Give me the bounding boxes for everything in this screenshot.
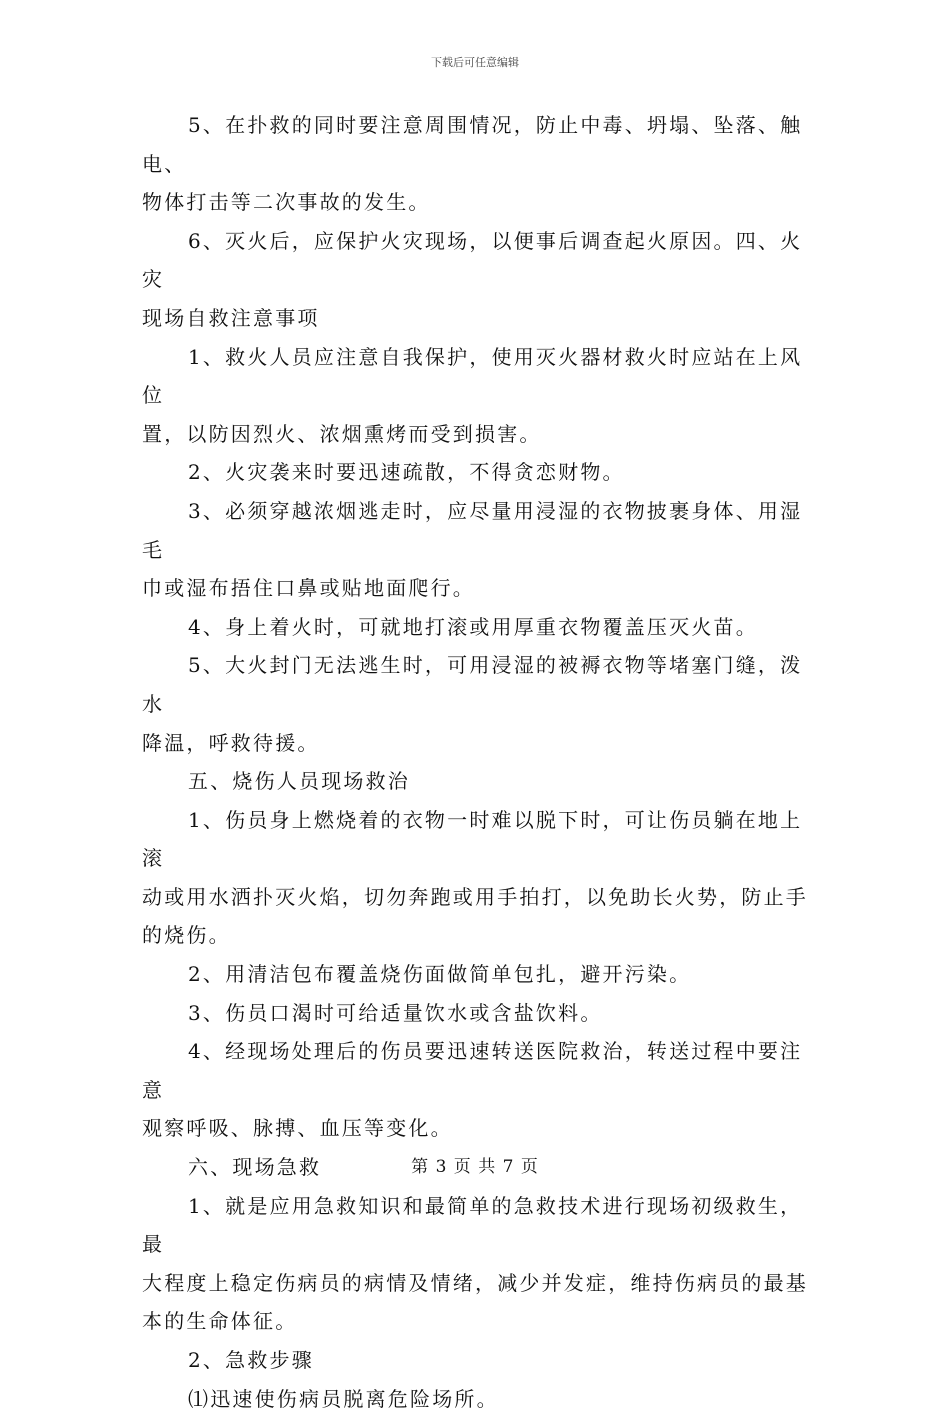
paragraph: 2、用清洁包布覆盖烧伤面做简单包扎，避开污染。	[188, 962, 692, 987]
page-label-mid: 页 共	[453, 1157, 497, 1177]
total-pages-number: 7	[502, 1157, 515, 1177]
page-header: 下载后可任意编辑	[431, 56, 519, 69]
section-heading: 五、烧伤人员现场救治	[188, 769, 410, 794]
paragraph: 1、伤员身上燃烧着的衣物一时难以脱下时，可让伤员躺在地上滚 动或用水洒扑灭火焰，切勿奔跑或用手拍打，以免助长火势，防止手 的烧伤。	[142, 807, 808, 948]
paragraph: 4、身上着火时，可就地打滚或用厚重衣物覆盖压灭火苗。	[188, 614, 758, 639]
paragraph: 1、就是应用急救知识和最简单的急救技术进行现场初级救生，最 大程度上稳定伤病员的病情及情绪，减少并发症，维持伤病员的最基 本的生命体征。	[142, 1193, 808, 1334]
paragraph: 4、经现场处理后的伤员要迅速转送医院救治，转送过程中要注意 观察呼吸、脉搏、血压等变化。	[142, 1039, 803, 1141]
paragraph: 3、必须穿越浓烟逃走时，应尽量用浸湿的衣物披裹身体、用湿毛 巾或湿布捂住口鼻或贴地面爬行。	[142, 498, 803, 601]
page-footer	[0, 1152, 950, 1177]
paragraph: 3、伤员口渴时可给适量饮水或含盐饮料。	[188, 1000, 603, 1025]
paragraph: 5、在扑救的同时要注意周围情况，防止中毒、坍塌、坠落、触电、 物体打击等二次事故的发生。	[142, 113, 803, 215]
paragraph: 6、灭火后，应保护火灾现场，以便事后调查起火原因。四、火灾 现场自救注意事项	[142, 228, 803, 330]
paragraph: 2、急救步骤	[188, 1348, 314, 1372]
paragraph: 2、火灾袭来时要迅速疏散，不得贪恋财物。	[188, 460, 625, 485]
paragraph: 1、救火人员应注意自我保护，使用灭火器材救火时应站在上风位 置，以防因烈火、浓烟熏烤而受到损害。	[142, 344, 803, 446]
document-body	[142, 106, 812, 1418]
page-label-prefix: 第	[411, 1157, 430, 1177]
paragraph: ⑴迅速使伤病员脱离危险场所。	[188, 1386, 499, 1411]
current-page-number: 3	[435, 1157, 448, 1177]
page-label-suffix: 页	[520, 1157, 539, 1177]
paragraph: 5、大火封门无法逃生时，可用浸湿的被褥衣物等堵塞门缝，泼水 降温，呼救待援。	[142, 653, 803, 755]
section-heading: 六、现场急救	[188, 1155, 322, 1180]
